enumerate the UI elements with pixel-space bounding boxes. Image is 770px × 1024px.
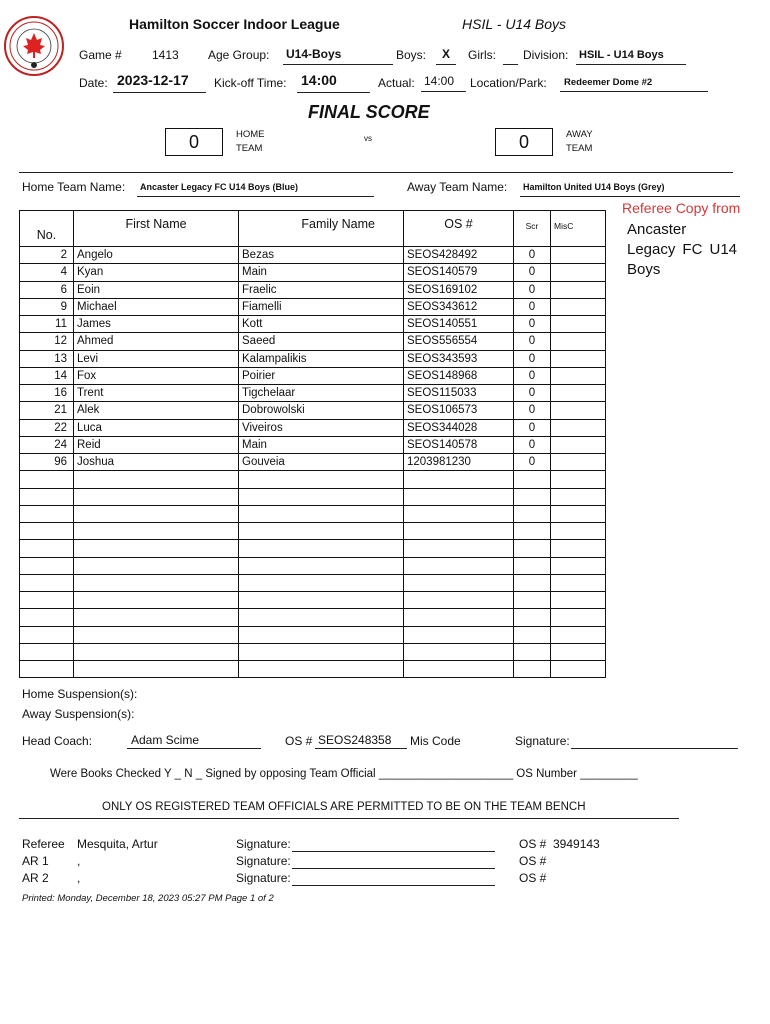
mis-code-label: Mis Code	[410, 734, 461, 748]
away-team-name: Hamilton United U14 Boys (Grey)	[520, 179, 740, 197]
player-misconduct	[551, 488, 606, 505]
age-group-label: Age Group:	[208, 48, 270, 62]
books-checked-line: Were Books Checked Y _ N _ Signed by opposing Team Official _____________________ OS Number _________	[50, 768, 638, 780]
home-team-name: Ancaster Legacy FC U14 Boys (Blue)	[137, 179, 374, 197]
away-team-label: Away Team Name:	[407, 180, 508, 194]
location-value: Redeemer Dome #2	[560, 74, 708, 92]
player-number: 22	[20, 419, 74, 436]
table-row	[20, 367, 606, 384]
player-family-name: Main	[239, 264, 404, 281]
player-os-number: SEOS106573	[404, 402, 514, 419]
home-suspensions-label: Home Suspension(s):	[22, 687, 138, 701]
player-first-name	[74, 557, 239, 574]
player-first-name: Trent	[74, 385, 239, 402]
player-misconduct	[551, 505, 606, 522]
player-family-name	[239, 471, 404, 488]
player-score	[514, 488, 551, 505]
player-os-number: SEOS344028	[404, 419, 514, 436]
player-family-name: Kalampalikis	[239, 350, 404, 367]
player-score: 0	[514, 436, 551, 453]
boys-label: Boys:	[396, 48, 427, 62]
player-first-name: Michael	[74, 298, 239, 315]
empty-table-row	[20, 523, 606, 540]
player-number	[20, 574, 74, 591]
empty-table-row	[20, 643, 606, 660]
player-score	[514, 609, 551, 626]
referee-copy-note	[622, 200, 752, 280]
player-first-name	[74, 540, 239, 557]
player-family-name	[239, 540, 404, 557]
player-os-number	[404, 523, 514, 540]
table-row	[20, 454, 606, 471]
ar1-signature-line	[292, 853, 495, 869]
home-team-caption: HOME TEAM	[236, 129, 265, 154]
player-first-name	[74, 592, 239, 609]
ar2-signature-label: Signature:	[236, 871, 291, 885]
player-family-name: Viveiros	[239, 419, 404, 436]
player-first-name	[74, 643, 239, 660]
referee-name: Mesquita, Artur	[77, 837, 158, 851]
player-first-name	[74, 523, 239, 540]
table-row	[20, 298, 606, 315]
ar2-signature-line	[292, 870, 495, 886]
table-row	[20, 350, 606, 367]
player-family-name	[239, 574, 404, 591]
player-misconduct	[551, 264, 606, 281]
player-family-name: Fraelic	[239, 281, 404, 298]
player-misconduct	[551, 333, 606, 350]
player-first-name	[74, 505, 239, 522]
player-first-name: Eoin	[74, 281, 239, 298]
player-misconduct	[551, 247, 606, 264]
bench-notice: ONLY OS REGISTERED TEAM OFFICIALS ARE PERMITTED TO BE ON THE TEAM BENCH	[102, 801, 586, 813]
player-misconduct	[551, 281, 606, 298]
player-os-number: SEOS428492	[404, 247, 514, 264]
empty-table-row	[20, 505, 606, 522]
player-misconduct	[551, 316, 606, 333]
player-family-name: Dobrowolski	[239, 402, 404, 419]
player-os-number: SEOS140551	[404, 316, 514, 333]
player-family-name: Kott	[239, 316, 404, 333]
player-misconduct	[551, 592, 606, 609]
player-number: 21	[20, 402, 74, 419]
coach-os-label: OS #	[285, 734, 313, 748]
home-team-label: Home Team Name:	[22, 180, 126, 194]
coach-signature-line	[571, 733, 738, 749]
player-number: 96	[20, 454, 74, 471]
player-first-name	[74, 471, 239, 488]
player-os-number: SEOS148968	[404, 367, 514, 384]
player-score	[514, 523, 551, 540]
player-score: 0	[514, 333, 551, 350]
coach-signature-label: Signature:	[515, 734, 570, 748]
player-score: 0	[514, 281, 551, 298]
player-first-name: Fox	[74, 367, 239, 384]
empty-table-row	[20, 488, 606, 505]
col-header-misc: MisC	[551, 211, 606, 247]
player-misconduct	[551, 523, 606, 540]
ar2-label: AR 2	[22, 871, 49, 885]
league-short-title: HSIL - U14 Boys	[462, 16, 567, 32]
ar2-os-label: OS #	[519, 871, 547, 885]
table-row	[20, 264, 606, 281]
player-family-name: Tigchelaar	[239, 385, 404, 402]
table-row	[20, 281, 606, 298]
player-family-name: Main	[239, 436, 404, 453]
player-number	[20, 609, 74, 626]
vs-label: vs	[364, 134, 372, 143]
head-coach-label: Head Coach:	[22, 734, 93, 748]
col-header-first-name: First Name	[74, 211, 239, 247]
table-row	[20, 385, 606, 402]
date-value: 2023-12-17	[113, 72, 206, 93]
player-score: 0	[514, 350, 551, 367]
player-os-number: SEOS343593	[404, 350, 514, 367]
player-os-number	[404, 471, 514, 488]
player-number: 16	[20, 385, 74, 402]
col-header-scr: Scr	[514, 211, 551, 247]
player-family-name	[239, 609, 404, 626]
player-first-name	[74, 574, 239, 591]
referee-signature-label: Signature:	[236, 837, 291, 851]
player-misconduct	[551, 557, 606, 574]
player-family-name: Fiamelli	[239, 298, 404, 315]
player-score	[514, 661, 551, 678]
player-number	[20, 505, 74, 522]
player-misconduct	[551, 436, 606, 453]
player-first-name	[74, 661, 239, 678]
player-misconduct	[551, 540, 606, 557]
player-misconduct	[551, 419, 606, 436]
player-family-name	[239, 626, 404, 643]
player-score	[514, 592, 551, 609]
ar1-os-label: OS #	[519, 854, 547, 868]
player-score	[514, 574, 551, 591]
empty-table-row	[20, 557, 606, 574]
player-number: 2	[20, 247, 74, 264]
player-os-number	[404, 643, 514, 660]
player-first-name: Levi	[74, 350, 239, 367]
player-score	[514, 505, 551, 522]
player-os-number	[404, 661, 514, 678]
player-misconduct	[551, 643, 606, 660]
player-family-name	[239, 505, 404, 522]
player-os-number	[404, 592, 514, 609]
player-number	[20, 488, 74, 505]
player-misconduct	[551, 661, 606, 678]
date-label: Date:	[79, 76, 108, 90]
final-score-title: FINAL SCORE	[308, 102, 430, 122]
player-first-name: Alek	[74, 402, 239, 419]
player-os-number	[404, 505, 514, 522]
player-family-name: Gouveia	[239, 454, 404, 471]
player-family-name: Saeed	[239, 333, 404, 350]
game-label: Game #	[79, 48, 122, 62]
division-label: Division:	[523, 48, 569, 62]
player-first-name	[74, 488, 239, 505]
ar1-name: ,	[77, 854, 81, 868]
empty-table-row	[20, 540, 606, 557]
table-row	[20, 419, 606, 436]
col-header-family-name: Family Name	[239, 211, 404, 247]
player-os-number: SEOS140578	[404, 436, 514, 453]
player-misconduct	[551, 367, 606, 384]
away-suspensions-label: Away Suspension(s):	[22, 707, 135, 721]
player-number	[20, 523, 74, 540]
empty-table-row	[20, 574, 606, 591]
player-os-number: SEOS343612	[404, 298, 514, 315]
table-row	[20, 247, 606, 264]
division-value: HSIL - U14 Boys	[576, 47, 686, 65]
player-first-name: Reid	[74, 436, 239, 453]
away-score: 0	[495, 128, 553, 156]
empty-table-row	[20, 592, 606, 609]
away-team-caption: AWAY TEAM	[566, 129, 593, 154]
kickoff-value: 14:00	[297, 72, 370, 93]
player-family-name	[239, 592, 404, 609]
player-misconduct	[551, 574, 606, 591]
player-misconduct	[551, 609, 606, 626]
home-score: 0	[165, 128, 223, 156]
player-os-number	[404, 609, 514, 626]
player-number	[20, 626, 74, 643]
kickoff-label: Kick-off Time:	[214, 76, 287, 90]
player-os-number	[404, 626, 514, 643]
player-score: 0	[514, 419, 551, 436]
game-number: 1413	[152, 48, 179, 62]
player-score: 0	[514, 385, 551, 402]
player-family-name: Poirier	[239, 367, 404, 384]
player-first-name	[74, 609, 239, 626]
ar1-label: AR 1	[22, 854, 49, 868]
player-misconduct	[551, 626, 606, 643]
player-os-number: SEOS169102	[404, 281, 514, 298]
player-first-name: Ahmed	[74, 333, 239, 350]
player-misconduct	[551, 298, 606, 315]
player-misconduct	[551, 350, 606, 367]
player-score	[514, 471, 551, 488]
roster-header-row	[20, 211, 606, 247]
player-number: 6	[20, 281, 74, 298]
player-family-name	[239, 643, 404, 660]
empty-table-row	[20, 609, 606, 626]
referee-label: Referee	[22, 837, 65, 851]
referee-os-value: 3949143	[553, 837, 600, 851]
table-row	[20, 333, 606, 350]
col-header-os: OS #	[404, 211, 514, 247]
referee-copy-label: Referee Copy from	[622, 200, 741, 216]
player-first-name: Luca	[74, 419, 239, 436]
empty-table-row	[20, 471, 606, 488]
divider	[19, 172, 733, 173]
player-number	[20, 540, 74, 557]
player-os-number: SEOS556554	[404, 333, 514, 350]
player-os-number	[404, 574, 514, 591]
referee-signature-line	[292, 836, 495, 852]
player-score	[514, 643, 551, 660]
player-os-number	[404, 557, 514, 574]
player-family-name	[239, 557, 404, 574]
player-first-name: Kyan	[74, 264, 239, 281]
col-header-no: No.	[20, 211, 74, 247]
table-row	[20, 402, 606, 419]
player-number: 13	[20, 350, 74, 367]
age-group-value: U14-Boys	[283, 47, 393, 65]
player-number	[20, 661, 74, 678]
ar1-signature-label: Signature:	[236, 854, 291, 868]
girls-mark	[503, 47, 518, 65]
player-number: 4	[20, 264, 74, 281]
player-family-name: Bezas	[239, 247, 404, 264]
boys-mark: X	[436, 47, 456, 65]
player-number: 11	[20, 316, 74, 333]
location-label: Location/Park:	[470, 76, 547, 90]
player-score: 0	[514, 247, 551, 264]
player-family-name	[239, 523, 404, 540]
player-os-number: SEOS115033	[404, 385, 514, 402]
ar2-name: ,	[77, 871, 81, 885]
player-first-name	[74, 626, 239, 643]
player-family-name	[239, 661, 404, 678]
head-coach-name: Adam Scime	[127, 733, 261, 749]
referee-copy-team: Ancaster Legacy FC U14 Boys	[627, 221, 737, 278]
referee-os-label: OS #	[519, 837, 547, 851]
actual-value: 14:00	[421, 74, 466, 92]
table-row	[20, 436, 606, 453]
player-number: 24	[20, 436, 74, 453]
player-os-number	[404, 488, 514, 505]
coach-os-value: SEOS248358	[315, 733, 407, 749]
actual-label: Actual:	[378, 76, 415, 90]
printed-footer: Printed: Monday, December 18, 2023 05:27 PM Page 1 of 2	[22, 893, 274, 904]
player-misconduct	[551, 385, 606, 402]
player-first-name: James	[74, 316, 239, 333]
player-number	[20, 643, 74, 660]
player-first-name: Angelo	[74, 247, 239, 264]
player-os-number: 1203981230	[404, 454, 514, 471]
player-os-number	[404, 540, 514, 557]
player-score: 0	[514, 454, 551, 471]
league-title: Hamilton Soccer Indoor League	[129, 16, 340, 32]
player-score: 0	[514, 367, 551, 384]
player-number: 14	[20, 367, 74, 384]
player-number: 12	[20, 333, 74, 350]
player-number	[20, 592, 74, 609]
empty-table-row	[20, 626, 606, 643]
league-logo	[4, 16, 64, 76]
notice-underline	[19, 818, 679, 819]
girls-label: Girls:	[468, 48, 496, 62]
player-score	[514, 626, 551, 643]
player-score	[514, 557, 551, 574]
empty-table-row	[20, 661, 606, 678]
player-number: 9	[20, 298, 74, 315]
player-number	[20, 471, 74, 488]
player-os-number: SEOS140579	[404, 264, 514, 281]
player-first-name: Joshua	[74, 454, 239, 471]
player-score: 0	[514, 402, 551, 419]
player-misconduct	[551, 471, 606, 488]
player-family-name	[239, 488, 404, 505]
player-misconduct	[551, 402, 606, 419]
player-misconduct	[551, 454, 606, 471]
player-score: 0	[514, 298, 551, 315]
player-score	[514, 540, 551, 557]
player-score: 0	[514, 264, 551, 281]
roster-table	[19, 210, 606, 678]
player-score: 0	[514, 316, 551, 333]
player-number	[20, 557, 74, 574]
table-row	[20, 316, 606, 333]
